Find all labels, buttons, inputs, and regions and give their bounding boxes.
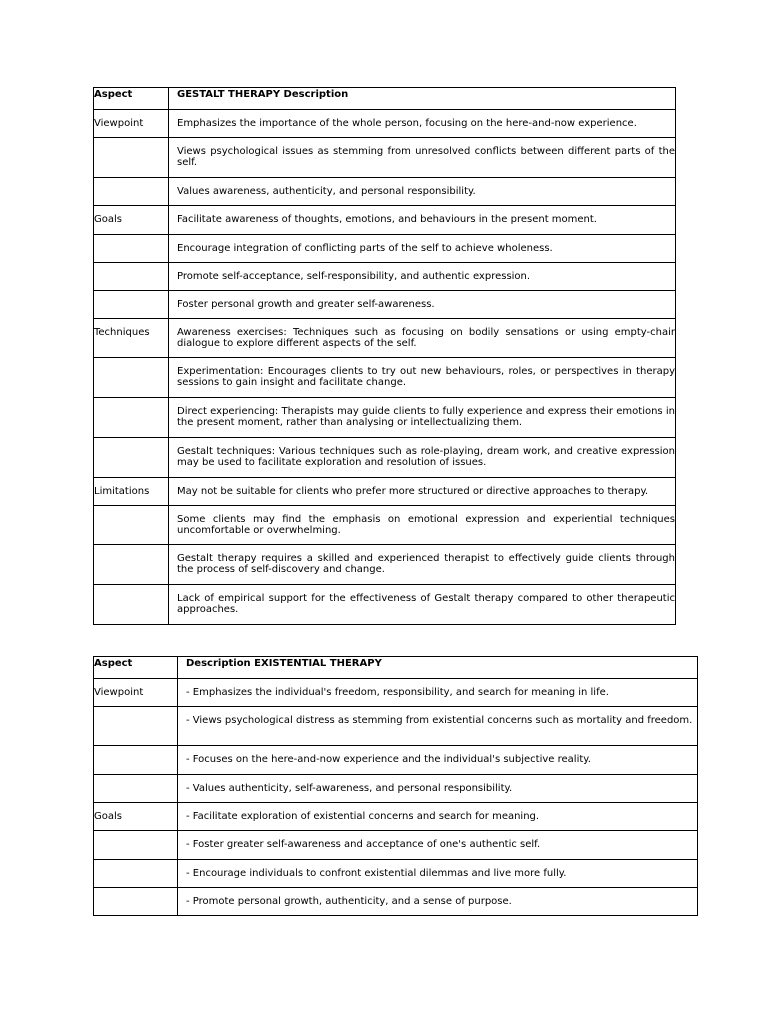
description-cell [169, 398, 676, 438]
aspect-cell [94, 235, 169, 263]
description-text: Gestalt therapy requires a skilled and experienced therapist to effectively guide clients through the process of self-discovery and change. [177, 553, 675, 575]
description-text: - Emphasizes the individual's freedom, responsibility, and search for meaning in life. [186, 687, 609, 698]
description-text: Experimentation: Encourages clients to try out new behaviours, roles, or perspectives in therapy sessions to gain insight and facilitate change. [177, 366, 675, 388]
description-cell [169, 585, 676, 625]
description-cell [169, 319, 676, 358]
description-cell [169, 206, 676, 235]
aspect-label [94, 585, 166, 593]
description-text: May not be suitable for clients who prefer more structured or directive approaches to therapy. [177, 486, 649, 497]
header-description-cell [169, 88, 676, 110]
table-row [94, 803, 698, 831]
table-row [94, 358, 676, 398]
description-text: - Foster greater self-awareness and acceptance of one's authentic self. [186, 839, 541, 850]
description-text: - Views psychological distress as stemming from existential concerns such as mortality and freedom. [186, 715, 693, 726]
aspect-label: Techniques [94, 327, 150, 338]
header-description-label: Description EXISTENTIAL THERAPY [186, 658, 382, 669]
aspect-cell [94, 438, 169, 478]
table-row [94, 545, 676, 585]
header-description-cell [178, 657, 698, 679]
description-cell [178, 707, 698, 746]
aspect-label [94, 888, 175, 896]
aspect-label: Viewpoint [94, 687, 144, 698]
aspect-label [94, 506, 166, 514]
header-aspect-label: Aspect [94, 89, 133, 100]
table-row [94, 178, 676, 206]
description-cell [178, 775, 698, 803]
description-text: Gestalt techniques: Various techniques such as role-playing, dream work, and creative expression may be used to facilitate exploration and resolution of issues. [177, 446, 675, 468]
description-cell [178, 679, 698, 707]
description-text: Foster personal growth and greater self-awareness. [177, 299, 435, 310]
aspect-cell [94, 398, 169, 438]
description-text: Views psychological issues as stemming from unresolved conflicts between different parts of the self. [177, 146, 675, 168]
description-cell [169, 358, 676, 398]
description-text: - Encourage individuals to confront existential dilemmas and live more fully. [186, 868, 567, 879]
aspect-cell [94, 707, 178, 746]
description-cell [169, 178, 676, 206]
description-text: - Facilitate exploration of existential concerns and search for meaning. [186, 811, 540, 822]
table-row [94, 291, 676, 319]
table-row [94, 831, 698, 860]
table-row [94, 707, 698, 746]
table-row [94, 235, 676, 263]
table-row [94, 888, 698, 916]
aspect-cell [94, 178, 169, 206]
table-row [94, 206, 676, 235]
table-row [94, 478, 676, 506]
description-cell [169, 545, 676, 585]
description-text: - Promote personal growth, authenticity, and a sense of purpose. [186, 896, 512, 907]
aspect-label [94, 178, 166, 186]
aspect-cell [94, 291, 169, 319]
aspect-cell [94, 319, 169, 358]
table-row [94, 438, 676, 478]
description-cell [178, 888, 698, 916]
aspect-cell [94, 775, 178, 803]
table-row [94, 506, 676, 545]
table-row [94, 775, 698, 803]
gestalt-therapy-table [93, 87, 676, 625]
aspect-cell [94, 545, 169, 585]
header-aspect-label: Aspect [94, 658, 133, 669]
aspect-cell [94, 263, 169, 291]
description-cell [169, 138, 676, 178]
aspect-label: Goals [94, 811, 122, 822]
description-cell [169, 263, 676, 291]
description-cell [169, 438, 676, 478]
aspect-label [94, 398, 166, 406]
table-row [94, 860, 698, 888]
aspect-label [94, 860, 175, 868]
aspect-label [94, 438, 166, 446]
table-header-row [94, 657, 698, 679]
description-cell [178, 860, 698, 888]
header-aspect-cell [94, 88, 169, 110]
description-text: - Values authenticity, self-awareness, and personal responsibility. [186, 783, 513, 794]
description-text: Encourage integration of conflicting parts of the self to achieve wholeness. [177, 243, 553, 254]
aspect-label [94, 746, 175, 754]
aspect-cell [94, 478, 169, 506]
aspect-label [94, 358, 166, 366]
table-row [94, 746, 698, 775]
description-text: Awareness exercises: Techniques such as focusing on bodily sensations or using empty-chair dialogue to explore different aspects of the self. [177, 327, 675, 349]
aspect-cell [94, 746, 178, 775]
description-cell [178, 803, 698, 831]
description-cell [169, 235, 676, 263]
aspect-label [94, 707, 175, 715]
aspect-label [94, 775, 175, 783]
description-text: Emphasizes the importance of the whole person, focusing on the here-and-now experience. [177, 118, 637, 129]
aspect-cell [94, 860, 178, 888]
aspect-label: Viewpoint [94, 118, 144, 129]
table-row [94, 679, 698, 707]
aspect-cell [94, 888, 178, 916]
description-text: Direct experiencing: Therapists may guide clients to fully experience and express their emotions in the present moment, rather than analysing or intellectualizing them. [177, 406, 675, 428]
description-cell [178, 831, 698, 860]
table-row [94, 398, 676, 438]
aspect-label [94, 235, 166, 243]
aspect-label [94, 831, 175, 839]
aspect-label: Goals [94, 214, 122, 225]
table-row [94, 110, 676, 138]
header-aspect-cell [94, 657, 178, 679]
table-row [94, 585, 676, 625]
description-text: Promote self-acceptance, self-responsibility, and authentic expression. [177, 271, 531, 282]
aspect-label [94, 291, 166, 299]
description-text: Lack of empirical support for the effectiveness of Gestalt therapy compared to other therapeutic approaches. [177, 593, 675, 615]
header-description-label: GESTALT THERAPY Description [177, 89, 349, 100]
aspect-cell [94, 803, 178, 831]
table-row [94, 138, 676, 178]
existential-therapy-table [93, 656, 698, 916]
aspect-cell [94, 831, 178, 860]
description-cell [169, 110, 676, 138]
description-text: Values awareness, authenticity, and personal responsibility. [177, 186, 476, 197]
description-text: Some clients may find the emphasis on emotional expression and experiential techniques uncomfortable or overwhelming. [177, 514, 675, 536]
table-row [94, 319, 676, 358]
description-text: - Focuses on the here-and-now experience and the individual's subjective reality. [186, 754, 591, 765]
table-header-row [94, 88, 676, 110]
aspect-label [94, 138, 166, 146]
description-cell [169, 291, 676, 319]
aspect-label: Limitations [94, 486, 150, 497]
aspect-cell [94, 679, 178, 707]
aspect-cell [94, 358, 169, 398]
description-cell [169, 478, 676, 506]
description-text: Facilitate awareness of thoughts, emotions, and behaviours in the present moment. [177, 214, 597, 225]
aspect-label [94, 545, 166, 553]
description-cell [178, 746, 698, 775]
aspect-cell [94, 138, 169, 178]
table-row [94, 263, 676, 291]
description-cell [169, 506, 676, 545]
aspect-cell [94, 506, 169, 545]
aspect-cell [94, 585, 169, 625]
aspect-cell [94, 206, 169, 235]
aspect-label [94, 263, 166, 271]
aspect-cell [94, 110, 169, 138]
